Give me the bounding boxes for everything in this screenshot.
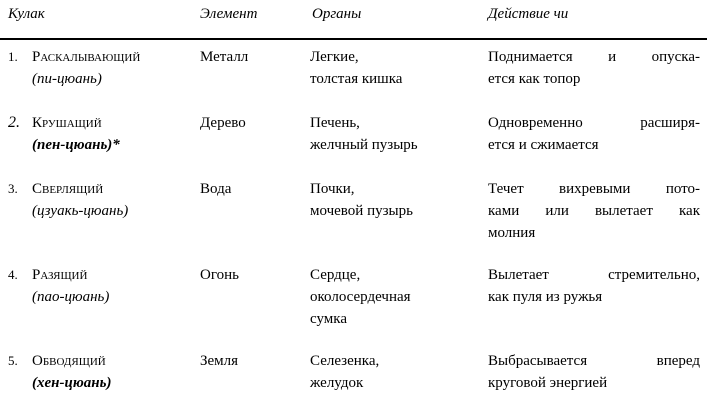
fist-cell (8, 350, 198, 394)
organs-cell (310, 264, 480, 330)
action-cell (488, 264, 700, 308)
action-line: ками или вылетает как (488, 203, 700, 219)
header-action: Действие чи (488, 6, 569, 22)
header-element: Элемент (200, 6, 258, 22)
element-cell: Огонь (200, 267, 239, 283)
organs-line: Печень, (310, 115, 360, 131)
action-line: как пуля из ружья (488, 289, 603, 305)
action-cell (488, 178, 700, 244)
organs-line: мочевой пузырь (310, 203, 413, 219)
organs-cell (310, 350, 480, 394)
row-number: 2. (8, 114, 20, 131)
fist-pinyin: (пен-цюань)* (32, 137, 120, 153)
header-divider (0, 38, 707, 40)
action-line: круговой энергией (488, 375, 608, 391)
action-line: Течет вихревыми пото- (488, 181, 700, 197)
element-cell: Дерево (200, 115, 246, 131)
organs-line: Сердце, (310, 267, 361, 283)
fist-name: Сверлящий (32, 181, 104, 197)
fist-pinyin: (хен-цюань) (32, 375, 112, 391)
fist-name: Разящий (32, 267, 88, 283)
fist-name: Крушащий (32, 115, 102, 131)
action-line: Выбрасывается вперед (488, 353, 700, 369)
fist-name: Раскалывающий (32, 49, 141, 65)
organs-cell (310, 46, 480, 90)
action-line: Вылетает стремительно, (488, 267, 700, 283)
organs-line: Легкие, (310, 49, 359, 65)
action-line: Поднимается и опуска- (488, 49, 700, 65)
row-number: 3. (8, 181, 18, 196)
action-line: ется и сжимается (488, 137, 599, 153)
fist-cell (8, 264, 198, 308)
organs-line: желудок (310, 375, 364, 391)
organs-line: околосердечная (310, 289, 411, 305)
organs-cell (310, 178, 480, 222)
fist-cell (8, 46, 198, 90)
element-cell: Металл (200, 49, 249, 65)
action-cell (488, 46, 700, 90)
organs-line: Почки, (310, 181, 355, 197)
action-line: ется как топор (488, 71, 581, 87)
action-line: молния (488, 225, 536, 241)
fist-pinyin: (пи-цюань) (32, 71, 102, 87)
organs-cell (310, 112, 480, 156)
row-number: 1. (8, 49, 18, 64)
row-number: 4. (8, 267, 18, 282)
organs-line: толстая кишка (310, 71, 403, 87)
organs-line: Селезенка, (310, 353, 380, 369)
fist-cell (8, 112, 198, 156)
element-cell: Земля (200, 353, 239, 369)
fist-name: Обводящий (32, 353, 106, 369)
action-cell (488, 112, 700, 156)
header-fist: Кулак (8, 6, 45, 22)
element-cell: Вода (200, 181, 232, 197)
action-cell (488, 350, 700, 394)
row-number: 5. (8, 353, 18, 368)
fist-pinyin: (цзуакь-цюань) (32, 203, 129, 219)
fist-cell (8, 178, 198, 222)
fist-pinyin: (пао-цюань) (32, 289, 110, 305)
organs-line: сумка (310, 311, 347, 327)
action-line: Одновременно расширя- (488, 115, 700, 131)
organs-line: желчный пузырь (310, 137, 418, 153)
header-organs: Органы (312, 6, 362, 22)
